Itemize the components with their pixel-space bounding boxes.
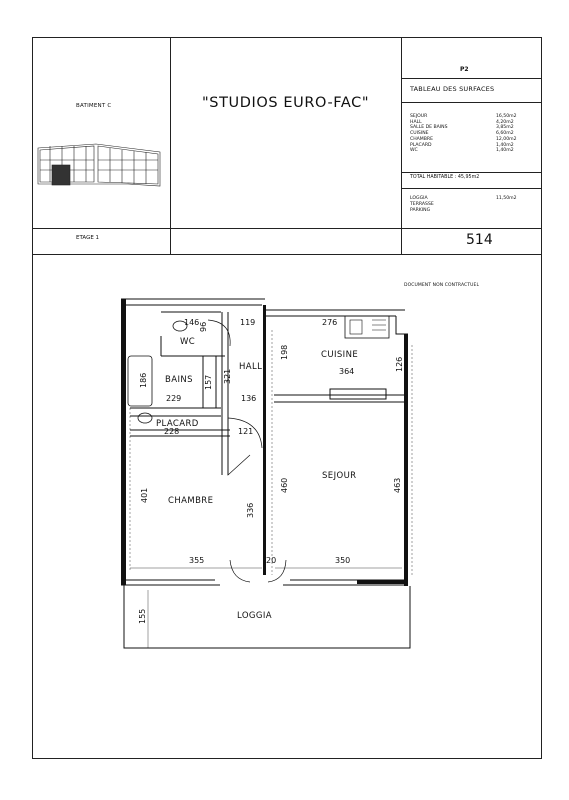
dim-label: 350 (335, 556, 351, 565)
dimension-labels (138, 318, 404, 624)
surface-row: SALLE DE BAINS 3,85m2 (410, 125, 514, 131)
dim-label: 121 (238, 427, 254, 436)
dim-label: 355 (189, 556, 205, 565)
dim-label: 229 (166, 394, 182, 403)
room-chambre-label: CHAMBRE (168, 496, 214, 506)
dim-label: 20 (266, 556, 277, 565)
total-habitable: TOTAL HABITABLE : 45,95m2 (410, 175, 480, 180)
room-sejour-label: SEJOUR (322, 471, 357, 481)
surface-row: WC 1,40m2 (410, 148, 514, 154)
dim-label: 119 (240, 318, 256, 327)
room-cuisine-label: CUISINE (321, 350, 359, 360)
document-notice: DOCUMENT NON CONTRACTUEL (404, 283, 480, 288)
room-wc-label: WC (180, 337, 196, 347)
dim-label: 146 (184, 318, 200, 327)
dim-label: 136 (241, 394, 257, 403)
dim-label: 463 (393, 477, 402, 493)
room-hall-label: HALL (239, 362, 263, 372)
dim-label: 198 (280, 344, 289, 360)
room-loggia-label: LOGGIA (237, 611, 273, 621)
exterior-row: PARKING (410, 208, 431, 213)
surface-row: HALL 4,20m2 (410, 119, 514, 125)
surface-row: PLACARD 1,40m2 (410, 142, 514, 148)
dim-label: 228 (164, 427, 180, 436)
etage-label: ETAGE 1 (76, 235, 100, 241)
room-labels (156, 337, 358, 621)
dim-label: 401 (140, 487, 149, 503)
plan-walls (121, 299, 412, 648)
exterior-row: LOGGIA 11,50m2 (410, 196, 517, 201)
dim-label: 157 (204, 374, 213, 390)
project-title: "STUDIOS EURO-FAC" (202, 95, 370, 111)
dim-label: 96 (199, 321, 208, 332)
dim-label: 364 (339, 367, 355, 376)
apartment-number: 514 (466, 232, 493, 248)
surface-row: CHAMBRE 12,00m2 (410, 136, 517, 142)
dim-label: 321 (223, 368, 232, 384)
dim-label: 155 (138, 608, 147, 624)
room-placard-label: PLACARD (156, 419, 199, 429)
dim-label: 460 (280, 477, 289, 493)
apartment-type: P2 (460, 66, 469, 73)
exterior-row: TERRASSE (410, 202, 434, 207)
dim-label: 126 (395, 356, 404, 372)
surface-row: CUISINE 6,60m2 (410, 131, 514, 137)
surfaces-table-title: TABLEAU DES SURFACES (410, 85, 495, 93)
building-key-plan (38, 144, 160, 186)
batiment-label: BATIMENT C (76, 103, 112, 109)
dim-label: 186 (139, 372, 148, 388)
dim-label: 276 (322, 318, 338, 327)
surface-row: SEJOUR 16,50m2 (410, 114, 517, 119)
dim-label: 336 (246, 502, 255, 518)
room-bains-label: BAINS (165, 375, 193, 385)
